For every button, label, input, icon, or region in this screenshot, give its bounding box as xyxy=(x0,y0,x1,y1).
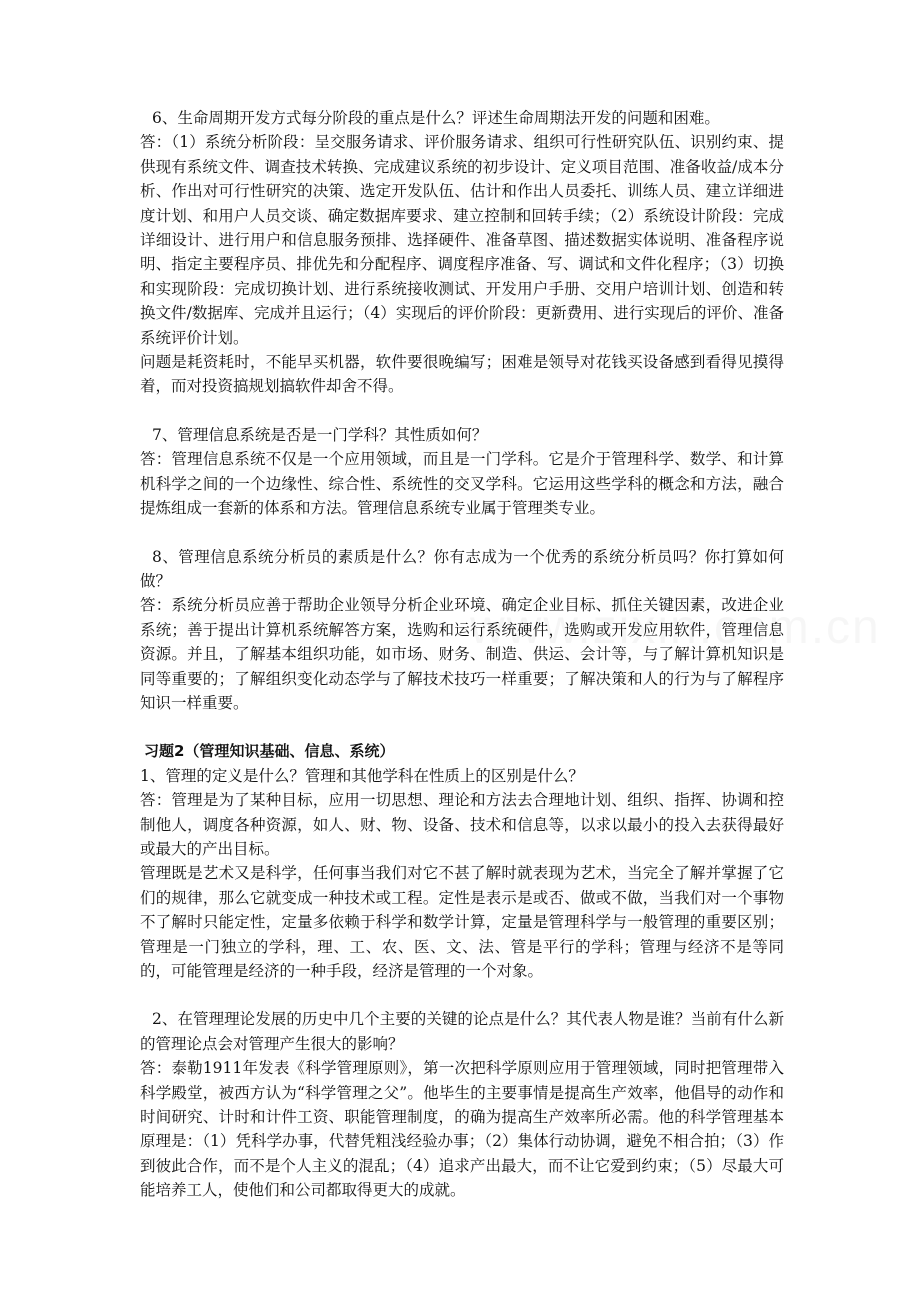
section-heading: 习题2（管理知识基础、信息、系统） xyxy=(144,742,395,761)
question-6: 6、生命周期开发方式每分阶段的重点是什么？评述生命周期法开发的问题和困难。 xyxy=(152,109,720,127)
section2-answer-2: 答：泰勒1911年发表《科学管理原则》，第一次把科学原则应用于管理领域，同时把管理带入科学殿堂，被西方认为“科学管理之父”。他毕生的主要事情是提高生产效率，他倡导的动作和时间研究、计时和计件工资、职能管理制度，的确为提高生产效率所必需。他的科学管理基本原理是：（1）凭科学办事，代替凭粗浅经验办事；（2）集体行动协调，避免不相合拍；（3）作到彼此合作，而不是个人主义的混乱；（4）追求产出最大，而不让它爱到约束；（5）尽最大可能培养工人，使他们和公司都取得更大的成就。 xyxy=(140,1059,784,1200)
answer-6: 答：（1）系统分析阶段：呈交服务请求、评价服务请求、组织可行性研究队伍、识别约束、提供现有系统文件、调查技术转换、完成建议系统的初步设计、定义项目范围、准备收益/成本分析、作出对可行性研究的决策、选定开发队伍、估计和作出人员委托、训练人员、建立详细进度计划、和用户人员交谈、确定数据库要求、建立控制和回转手续；（2）系统设计阶段：完成详细设计、进行用户和信息服务预排、选择硬件、准备草图、描述数据实体说明、准备程序说明、指定主要程序员、排优先和分配程序、调度程序准备、写、调试和文件化程序；（3）切换和实现阶段：完成切换计划、进行系统接收测试、开发用户手册、交用户培训计划、创造和转换文件/数据库、完成并且运行；（4）实现后的评价阶段：更新费用、进行实现后的评价、准备系统评价计划。 xyxy=(140,133,784,347)
paragraph-gap xyxy=(140,983,784,1007)
paragraph-gap xyxy=(140,715,784,739)
document-page xyxy=(140,106,784,1203)
paragraph-gap xyxy=(140,521,784,545)
section2-question-2: 2、在管理理论发展的历史中几个主要的关键的论点是什么？其代表人物是谁？当前有什么新的管理论点会对管理产生很大的影响？ xyxy=(140,1010,784,1053)
section2-question-1: 1、管理的定义是什么？管理和其他学科在性质上的区别是什么？ xyxy=(140,766,584,785)
paragraph-gap xyxy=(140,399,784,423)
answer-6-problems: 问题是耗资耗时，不能早买机器，软件要很晚编写；困难是领导对花钱买设备感到看得见摸得着，而对投资搞规划搞软件却舍不得。 xyxy=(140,353,784,396)
question-7: 7、管理信息系统是否是一门学科？其性质如何？ xyxy=(152,425,488,444)
question-8: 8、管理信息系统分析员的素质是什么？你有志成为一个优秀的系统分析员吗？你打算如何做？ xyxy=(140,547,784,590)
answer-7: 答：管理信息系统不仅是一个应用领域，而且是一门学科。它是介于管理科学、数学、和计算机科学之间的一个边缘性、综合性、系统性的交叉学科。它运用这些学科的概念和方法，融合提炼组成一套新的体系和方法。管理信息系统专业属于管理类专业。 xyxy=(140,450,784,518)
section2-answer-1: 答：管理是为了某种目标，应用一切思想、理论和方法去合理地计划、组织、指挥、协调和控制他人，调度各种资源，如人、财、物、设备、技术和信息等，以求以最小的投入去获得最好或最大的产出目标。 xyxy=(140,791,784,858)
section2-answer-1-detail: 管理既是艺术又是科学，任何事当我们对它不甚了解时就表现为艺术，当完全了解并掌握了它们的规律，那么它就变成一种技术或工程。定性是表示是或否、做或不做，当我们对一个事物不了解时只能定性，定量多依赖于科学和数学计算，定量是管理科学与一般管理的重要区别；管理是一门独立的学科，理、工、农、医、文、法、管是平行的学科；管理与经济不是等同的，可能管理是经济的一种手段，经济是管理的一个对象。 xyxy=(140,864,784,980)
answer-8: 答：系统分析员应善于帮助企业领导分析企业环境、确定企业目标、抓住关键因素，改进企业系统；善于提出计算机系统解答方案，选购和运行系统硬件，选购或开发应用软件，管理信息资源。并且，了解基本组织功能，如市场、财务、制造、供运、会计等，与了解计算机知识是同等重要的；了解组织变化动态学与了解技术技巧一样重要；了解决策和人的行为与了解程序知识一样重要。 xyxy=(140,596,784,712)
